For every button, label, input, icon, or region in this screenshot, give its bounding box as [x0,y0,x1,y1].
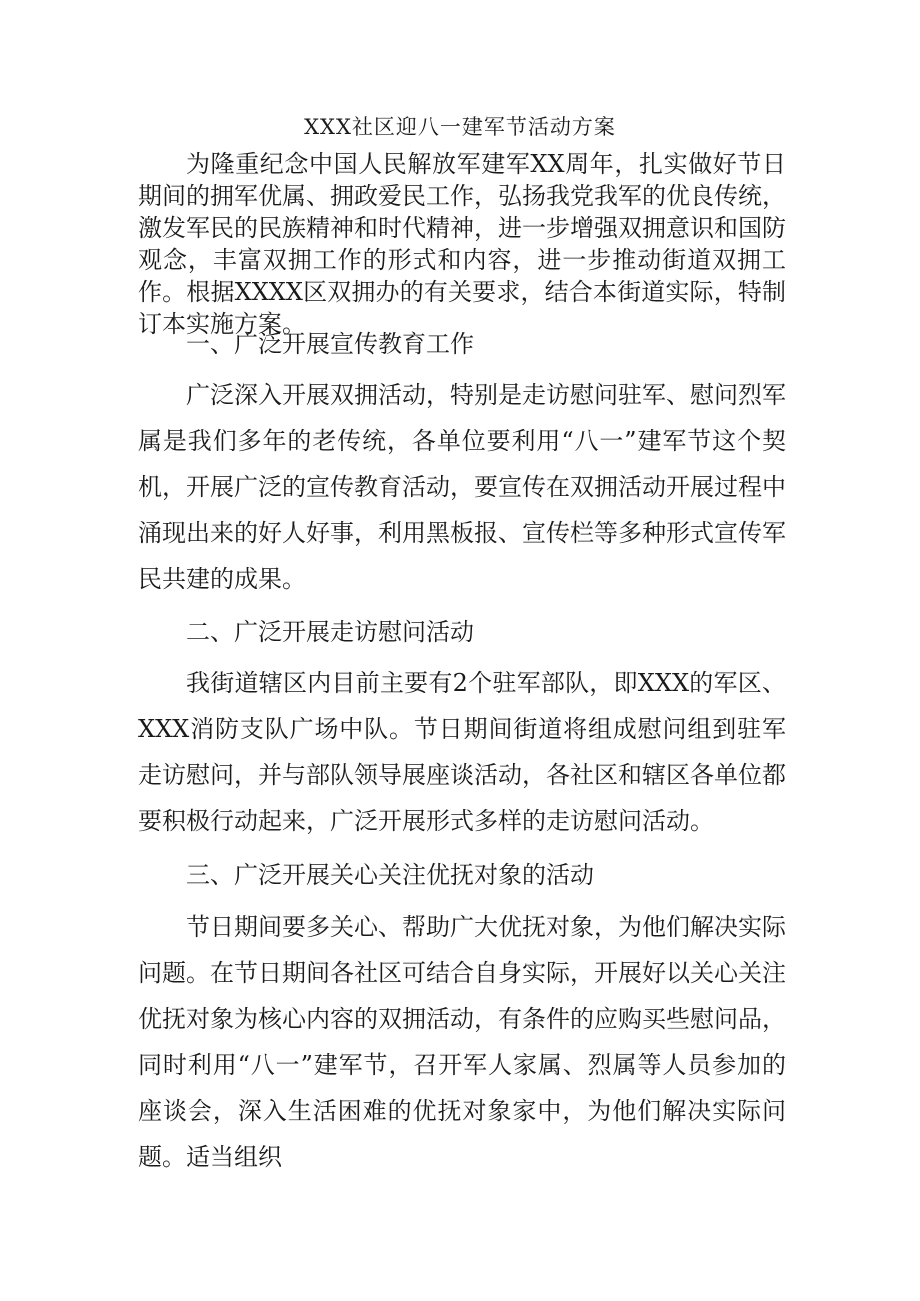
section-1-heading: 一、广泛开展宣传教育工作 [186,330,474,358]
section-1-paragraph: 广泛深入开展双拥活动，特别是走访慰问驻军、慰问烈军属是我们多年的老传统，各单位要利用“八一”建军节这个契机，开展广泛的宣传教育活动，要宣传在双拥活动开展过程中涌现出来的好人好事，利用黑板报、宣传栏等多种形式宣传军民共建的成果。 [138,381,786,593]
section-2-heading: 二、广泛开展走访慰问活动 [186,618,474,646]
section-2-paragraph: 我街道辖区内目前主要有2个驻军部队，即XXX的军区、XXX消防支队广场中队。节日期间街道将组成慰问组到驻军走访慰问，并与部队领导展座谈活动，各社区和辖区各单位都要积极行动起来，广泛开展形式多样的走访慰问活动。 [138,669,786,835]
document-title: XXX社区迎八一建军节活动方案 [304,115,616,139]
intro-paragraph: 为隆重纪念中国人民解放军建军XX周年，扎实做好节日期间的拥军优属、拥政爱民工作，弘扬我党我军的优良传统，激发军民的民族精神和时代精神，进一步增强双拥意识和国防观念，丰富双拥工作的形式和内容，进一步推动街道双拥工作。根据XXXX区双拥办的有关要求，结合本街道实际，特制订本实施方案。 [138,150,786,338]
section-3-heading: 三、广泛开展关心关注优抚对象的活动 [186,861,594,889]
section-3-paragraph: 节日期间要多关心、帮助广大优抚对象，为他们解决实际问题。在节日期间各社区可结合自身实际，开展好以关心关注优抚对象为核心内容的双拥活动，有条件的应购买些慰问品，同时利用“八一”建军节，召开军人家属、烈属等人员参加的座谈会，深入生活困难的优抚对象家中，为他们解决实际问题。适当组织 [138,913,786,1171]
